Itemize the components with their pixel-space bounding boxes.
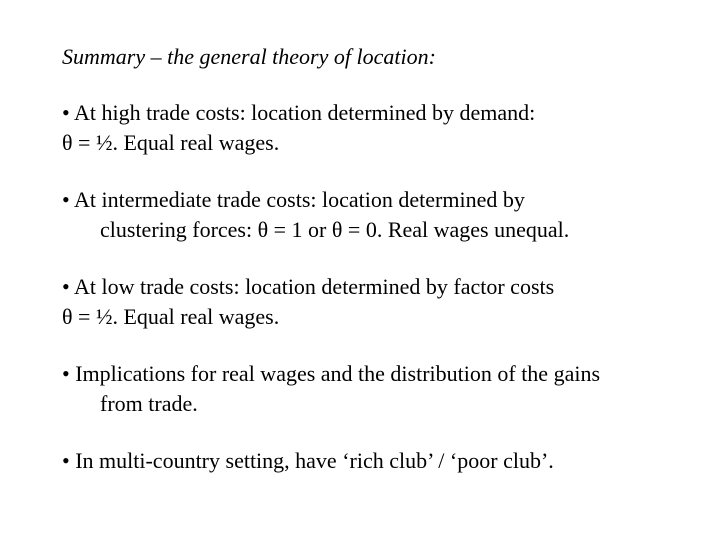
- bullet-1-line-1: • At high trade costs: location determined by demand:: [62, 100, 536, 125]
- bullet-2-line-1: • At intermediate trade costs: location determined by: [62, 187, 525, 212]
- bullet-3-line-2: θ = ½. Equal real wages.: [62, 304, 280, 329]
- bullet-1-line-2: θ = ½. Equal real wages.: [62, 130, 280, 155]
- slide-title: Summary – the general theory of location:: [62, 44, 436, 69]
- bullet-4-line-2: from trade.: [100, 391, 198, 416]
- bullet-5-line-1: • In multi-country setting, have ‘rich club’ / ‘poor club’.: [62, 448, 554, 473]
- bullet-3-line-1: • At low trade costs: location determined by factor costs: [62, 274, 555, 299]
- bullet-2-line-2: clustering forces: θ = 1 or θ = 0. Real wages unequal.: [100, 217, 570, 242]
- bullet-4-line-1: • Implications for real wages and the distribution of the gains: [62, 361, 601, 386]
